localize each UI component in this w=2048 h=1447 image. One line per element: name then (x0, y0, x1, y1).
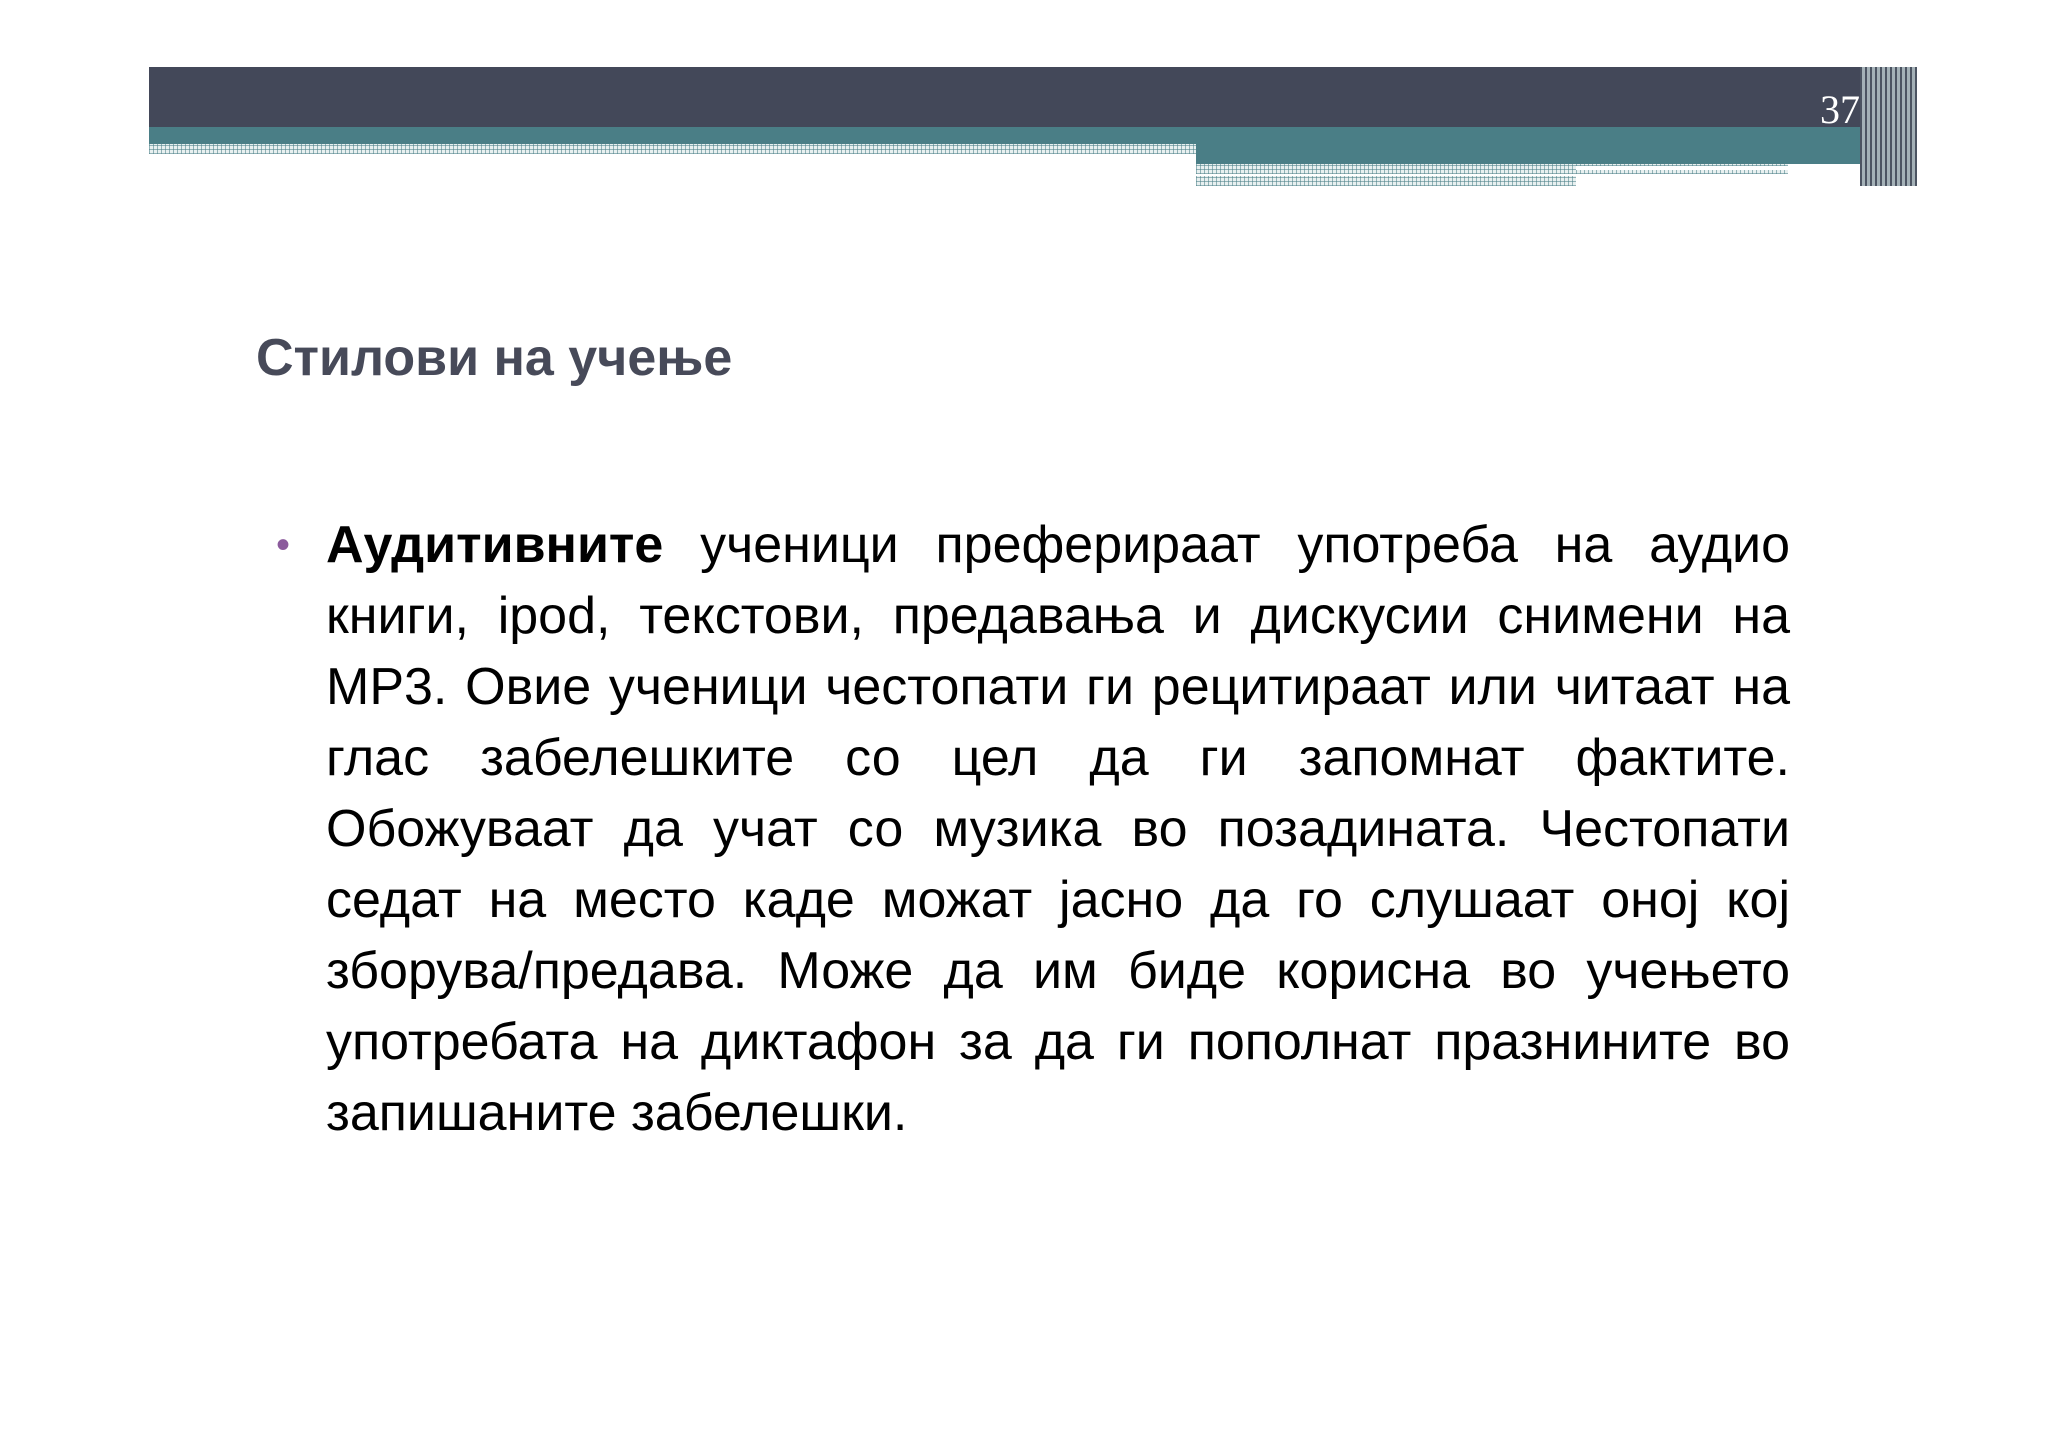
header-accent-line (1576, 166, 1788, 170)
bullet-dot-icon: • (276, 523, 291, 567)
header-teal-band (149, 127, 1887, 144)
slide-title: Стилови на учење (256, 329, 733, 387)
header-dark-band (149, 67, 1887, 127)
bullet-bold-lead: Аудитивните (326, 516, 664, 574)
bullet-paragraph (326, 510, 1790, 1149)
header-mesh-strip-right-lower (1196, 176, 1576, 186)
page-number: 37 (1820, 87, 1860, 132)
bullet-body-text: ученици преферираат употреба на аудио книги, ipod, текстови, предавања и дискусии снимени на MP3. Овие ученици честопати ги рецитираат или читаат на глас забелешките со цел да ги запомнат фактите. Обожуваат да учат со музика во позадината. Честопати седат на место каде можат јасно да го слушаат оној кој зборува/предава. Може да им биде корисна во учењето употребата на диктафон за да ги пополнат празнините во запишаните забелешки. (326, 516, 1790, 1142)
header-mesh-strip-left (149, 144, 1196, 154)
header-stripe-pattern (1860, 67, 1917, 186)
header-teal-step (1196, 144, 1887, 164)
